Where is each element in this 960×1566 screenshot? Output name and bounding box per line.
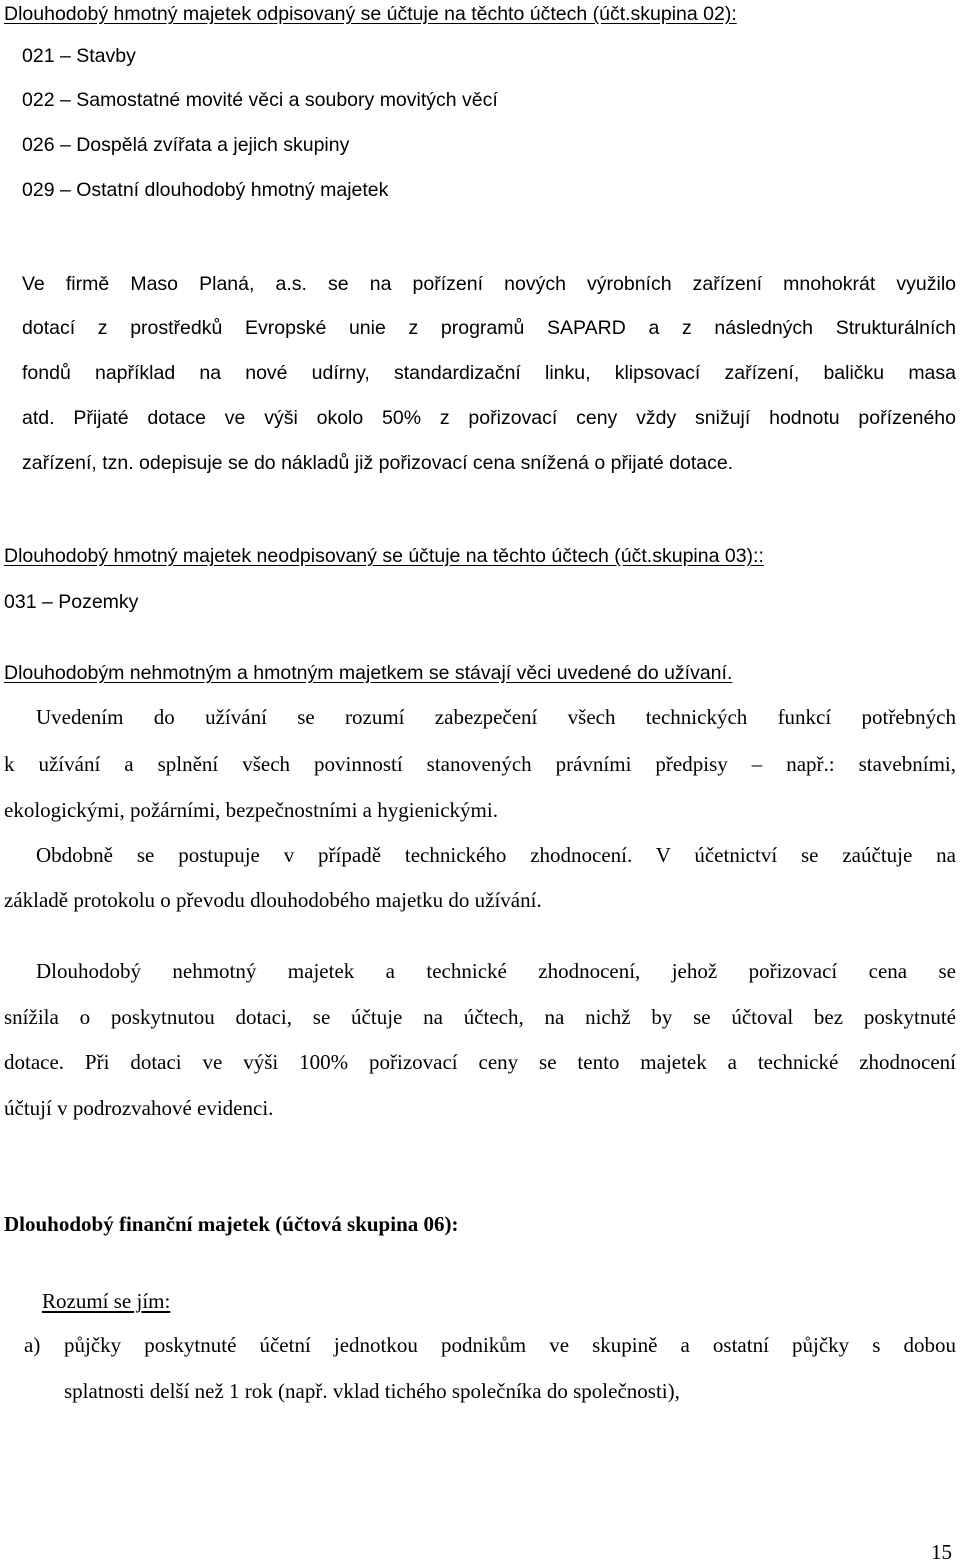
page-number: 15 (931, 1540, 952, 1564)
account-022: 022 – Samostatné movité věci a soubory movitých věcí (22, 89, 498, 111)
usage-p1-line-2: k užívání a splnění všech povinností stanovených právními předpisy – např.: stavebními, (4, 752, 956, 776)
subsidy-line-4: účtují v podrozvahové evidenci. (4, 1096, 274, 1120)
maso-paragraph-line-3: fondů například na nové udírny, standardizační linku, klipsovací zařízení, baličku masa (22, 362, 956, 384)
item-a-line-1: půjčky poskytnuté účetní jednotkou podnikům ve skupině a ostatní půjčky s dobou (64, 1333, 956, 1357)
usage-p1-line-1: Uvedením do užívání se rozumí zabezpečení všech technických funkcí potřebných (36, 705, 956, 729)
subsidy-line-2: snížila o poskytnutou dotaci, se účtuje na účtech, na nichž by se účtoval bez poskytnuté (4, 1005, 956, 1029)
section-06-subheading: Rozumí se jím: (42, 1289, 171, 1313)
maso-paragraph-line-1: Ve firmě Maso Planá, a.s. se na pořízení nových výrobních zařízení mnohokrát využilo (22, 273, 956, 295)
item-a-line-2: splatnosti delší než 1 rok (např. vklad tichého společníka do společnosti), (64, 1379, 680, 1403)
usage-p2-line-1: Obdobně se postupuje v případě technického zhodnocení. V účetnictví se zaúčtuje na (36, 843, 956, 867)
section-06-heading: Dlouhodobý finanční majetek (účtová skupina 06): (4, 1212, 459, 1236)
account-026: 026 – Dospělá zvířata a jejich skupiny (22, 134, 350, 156)
account-021: 021 – Stavby (22, 45, 136, 67)
maso-paragraph-line-5: zařízení, tzn. odepisuje se do nákladů již pořizovací cena snížená o přijaté dotace. (22, 452, 734, 474)
subsidy-line-3: dotace. Při dotaci ve výši 100% pořizovací ceny se tento majetek a technické zhodnocení (4, 1050, 956, 1074)
account-031: 031 – Pozemky (4, 591, 139, 613)
usage-p2-line-2: základě protokolu o převodu dlouhodobého majetku do užívání. (4, 888, 542, 912)
usage-heading: Dlouhodobým nehmotným a hmotným majetkem se stávají věci uvedené do užívaní. (4, 662, 733, 684)
subsidy-line-1: Dlouhodobý nehmotný majetek a technické zhodnocení, jehož pořizovací cena se (36, 959, 956, 983)
maso-paragraph-line-2: dotací z prostředků Evropské unie z programů SAPARD a z následných Strukturálních (22, 317, 956, 339)
usage-p1-line-3: ekologickými, požárními, bezpečnostními a hygienickými. (4, 798, 498, 822)
item-a-marker: a) (24, 1333, 41, 1357)
section-03-heading: Dlouhodobý hmotný majetek neodpisovaný se účtuje na těchto účtech (účt.skupina 03):: (4, 545, 764, 567)
maso-paragraph-line-4: atd. Přijaté dotace ve výši okolo 50% z pořizovací ceny vždy snižují hodnotu pořízeného (22, 407, 956, 429)
section-02-heading: Dlouhodobý hmotný majetek odpisovaný se účtuje na těchto účtech (účt.skupina 02): (4, 3, 737, 25)
account-029: 029 – Ostatní dlouhodobý hmotný majetek (22, 179, 389, 201)
